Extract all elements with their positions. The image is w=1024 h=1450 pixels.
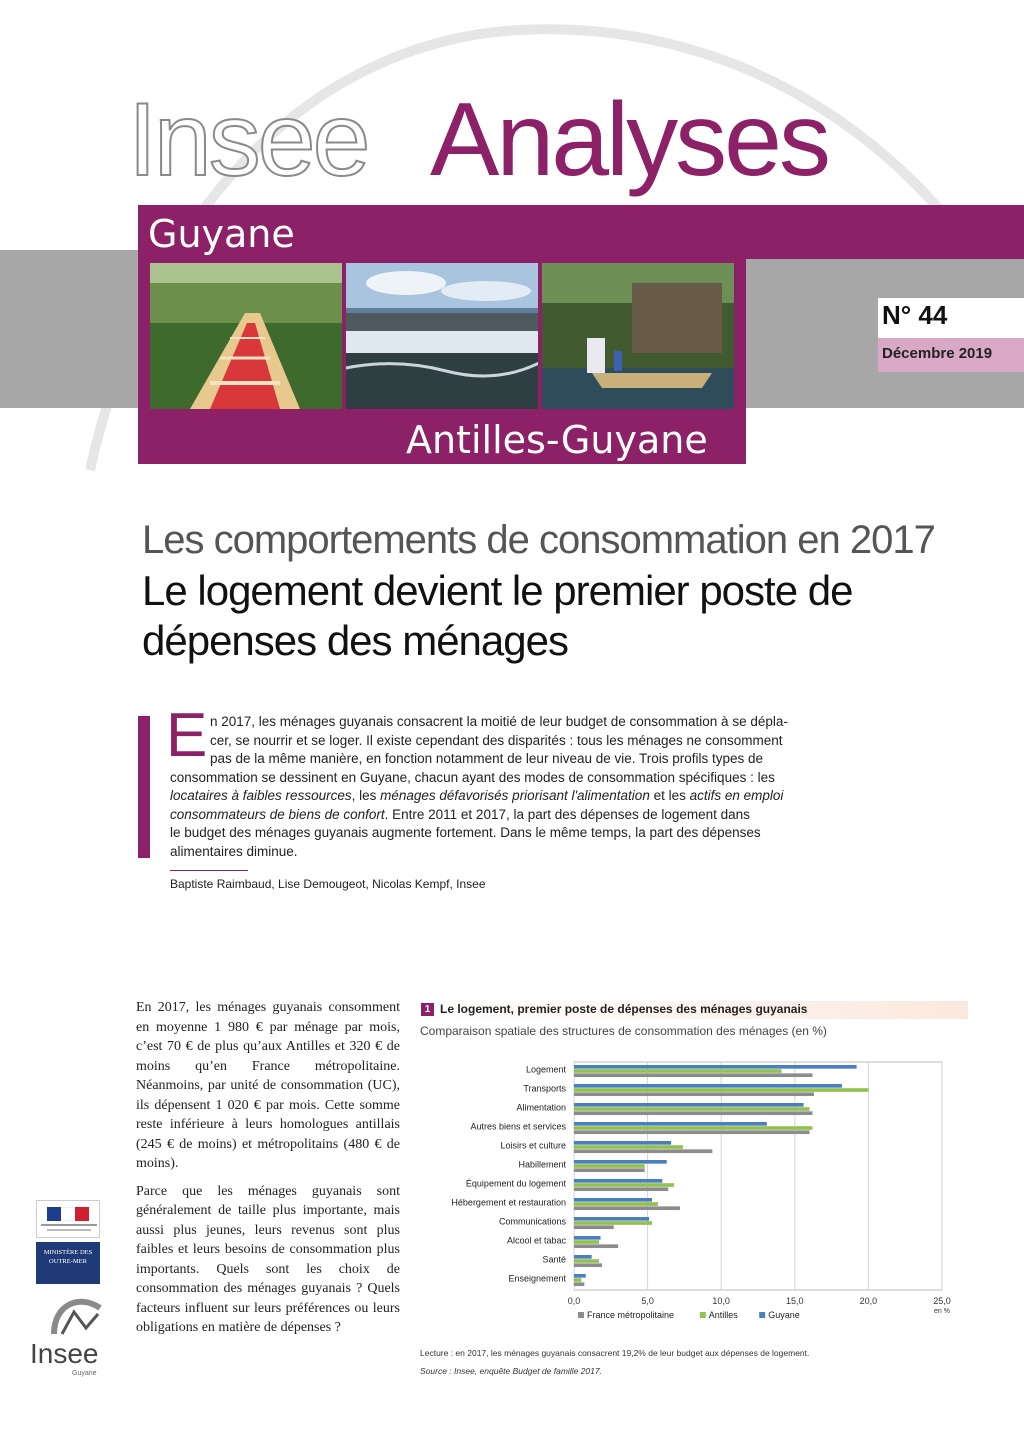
logo-insee: Insee [128,82,368,198]
chart-source: Source : Insee, enquête Budget de famille 2017. [420,1366,602,1376]
chart-bar [574,1255,592,1259]
issue-number: N° 44 [882,300,948,330]
chart-bar [574,1198,652,1202]
abstract-line: locataires à faibles ressources, les ménages défavorisés priorisant l'alimentation et les actifs en emploi [170,788,784,803]
photo-canoe [150,263,342,409]
chart-bar [574,1164,645,1168]
chart-legend-swatch [700,1312,706,1318]
chart-bar [574,1168,645,1172]
chart-category-label: Logement [525,1064,566,1075]
authors-rule [170,870,248,871]
authors: Baptiste Raimbaud, Lise Demougeot, Nicolas Kempf, Insee [170,877,486,891]
chart-legend-label: Antilles [708,1310,738,1320]
chart-bar [574,1221,652,1225]
photo-boat [542,263,734,409]
abstract-line: le budget des ménages guyanais augmente fortement. Dans le même temps, la part des dépenses [170,825,761,840]
chart-title: Le logement, premier poste de dépenses des ménages guyanais [440,1002,808,1016]
chart-bar [574,1160,667,1164]
chart-category-label: Hébergement et restauration [451,1197,566,1208]
chart-legend-label: France métropolitaine [587,1310,675,1320]
insee-logo-sub: Guyane [72,1370,97,1377]
chart-subtitle: Comparaison spatiale des structures de consommation des ménages (en %) [420,1024,827,1038]
body-paragraph: Parce que les ménages guyanais sont généralement de taille plus importante, mais aussi plus jeunes, leurs revenus sont plus faibles et leurs besoins de consommation plus importants. Quels sont les choix de consommation des ménages guyanais ? Quels facteurs influent sur leurs préférences ou leurs obligations en matière de dépenses ? [136,1183,400,1335]
chart-bar [574,1107,810,1111]
chart [418,1054,974,1342]
region-guyane: Guyane [148,212,295,256]
chart-bar [574,1274,586,1278]
body-text [136,998,400,1346]
chart-bar [574,1141,671,1145]
chart-bar [574,1263,602,1267]
chart-bar [574,1225,614,1229]
republic-logo [36,1200,100,1238]
chart-bar [574,1187,668,1191]
chart-bar [574,1122,767,1126]
chart-x-tick-label: 15,0 [786,1296,804,1306]
chart-bar [574,1111,812,1115]
insee-logo-icon [50,1294,104,1338]
chart-bar [574,1179,662,1183]
chart-bar [574,1073,812,1077]
logo-analyses: Analyses [430,82,828,198]
chart-bar [574,1259,599,1263]
chart-bar [574,1092,814,1096]
chart-bar [574,1206,680,1210]
abstract-line: consommation se dessinent en Guyane, chacun ayant des modes de consommation spécifiques : les [170,769,775,785]
chart-bar [574,1282,584,1286]
header-photos [150,263,734,409]
chart-bar [574,1278,581,1282]
chart-bar [574,1088,868,1092]
photo-dam [346,263,538,409]
chart-bar [574,1130,810,1134]
chart-bar [574,1202,658,1206]
chart-legend-swatch [578,1312,584,1318]
abstract-bar [138,716,150,858]
chart-legend-label: Guyane [768,1310,800,1320]
page-subtitle: Les comportements de consommation en 2017 [142,518,935,562]
chart-number: 1 [421,1003,434,1016]
page-title: Le logement devient le premier poste de dépenses des ménages [142,567,853,664]
abstract-line: n 2017, les ménages guyanais consacrent la moitié de leur budget de consommation à se dépla- [210,714,788,729]
abstract-dropcap: E [166,701,208,770]
chart-category-label: Enseignement [508,1273,566,1284]
chart-category-label: Autres biens et services [470,1121,566,1132]
chart-bar [574,1244,618,1248]
chart-category-label: Habillement [518,1159,566,1170]
abstract-line: alimentaires diminue. [170,843,298,859]
chart-x-tick-label: 20,0 [859,1296,878,1306]
chart-bar [574,1103,804,1107]
chart-plot-frame [574,1062,942,1290]
abstract-line: cer, se nourrir et se loger. Il existe cependant des disparités : tous les ménages ne consomment [210,732,783,748]
chart-x-unit: en % [934,1308,950,1315]
abstract-line: consommateurs de biens de confort. Entre 2011 et 2017, la part des dépenses de logement dans [170,806,750,822]
chart-x-tick-label: 10,0 [712,1296,730,1306]
ministry-logo: MINISTÈRE DES OUTRE-MER [36,1242,100,1284]
chart-x-tick-label: 5,0 [641,1296,654,1306]
region-antilles-guyane: Antilles-Guyane [406,418,708,462]
chart-bar [574,1149,712,1153]
chart-category-label: Transports [523,1083,566,1094]
chart-note: Lecture : en 2017, les ménages guyanais consacrent 19,2% de leur budget aux dépenses de logement. [420,1348,810,1358]
chart-category-label: Santé [542,1254,566,1265]
chart-bar [574,1084,842,1088]
chart-bar [574,1236,600,1240]
chart-bar [574,1217,649,1221]
chart-x-tick-label: 0,0 [567,1296,581,1306]
chart-bar [574,1126,812,1130]
abstract-line: pas de la même manière, en fonction notamment de leur niveau de vie. Trois profils types de [210,751,764,766]
chart-category-label: Loisirs et culture [500,1140,566,1151]
body-paragraph: En 2017, les ménages guyanais consomment en moyenne 1 980 € par ménage par mois, c’est 70 € de plus qu’aux Antilles et 320 € de moins qu’en France métropolitaine. Néanmoins, par unité de consommation (UC), ils dépensent 1 020 € par mois. Cette somme reste inférieure à leurs homologues antillais (245 € de moins) et métropolitains (480 € de moins). [136,1000,400,1171]
chart-legend-swatch [759,1312,765,1318]
chart-category-label: Équipement du logement [465,1178,566,1189]
chart-bar [574,1183,674,1187]
chart-bar [574,1240,599,1244]
issue-date: Décembre 2019 [882,345,993,362]
chart-bar [574,1069,782,1073]
chart-bar [574,1065,857,1069]
abstract [170,713,882,861]
chart-category-label: Communications [498,1216,566,1227]
chart-category-label: Alimentation [516,1102,566,1113]
chart-bar [574,1145,683,1149]
chart-x-tick-label: 25,0 [933,1296,951,1306]
insee-logo-text: Insee [30,1338,99,1369]
chart-category-label: Alcool et tabac [506,1235,566,1246]
